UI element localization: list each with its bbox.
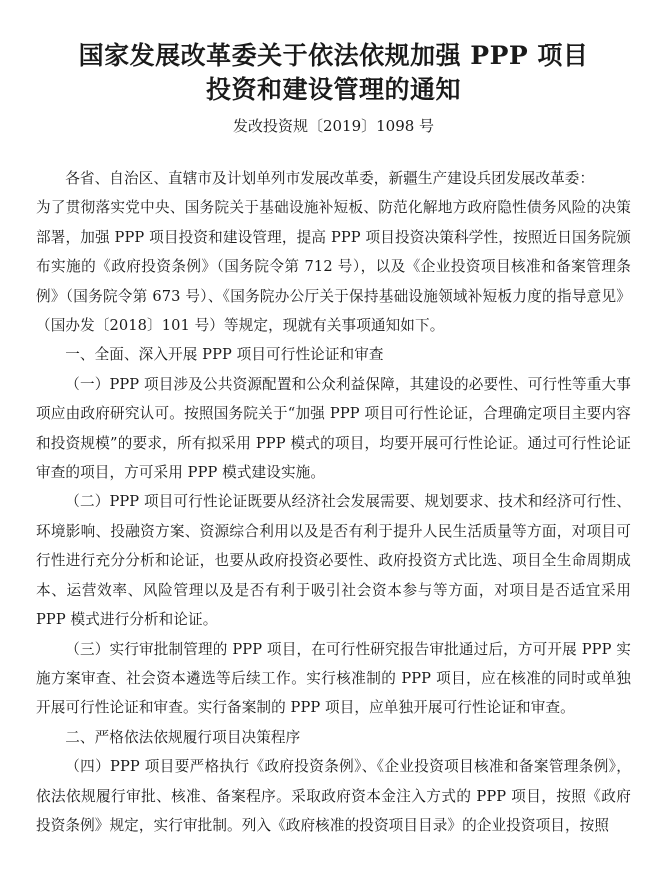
section-heading: 二、严格依法依规履行项目决策程序 <box>65 728 301 746</box>
section-heading: 一、全面、深入开展 PPP 项目可行性论证和审查 <box>65 346 384 364</box>
paragraph: （二）PPP 项目可行性论证既要从经济社会发展需要、规划要求、技术和经济可行性、环境影响、投融资方案、资源综合利用以及是否有利于提升人民生活质量等方面，对项目可行性进行充分分析和论证，也要从政府投资必要性、政府投资方式比选、项目全生命周期成本、运营效率、风险管理以及是否有利于吸引社会资本参与等方面，对项目是否适宜采用 PPP 模式进行分析和论证。 <box>36 493 631 629</box>
document-title <box>36 0 631 107</box>
paragraph: （四）PPP 项目要严格执行《政府投资条例》、《企业投资项目核准和备案管理条例》，依法依规履行审批、核准、备案程序。采取政府资本金注入方式的 PPP 项目，按照《政府投资条例》规定，实行审批制。列入《政府核准的投资项目目录》的企业投资项目，按照 <box>36 758 631 834</box>
title-line-1: 国家发展改革委关于依法依规加强 PPP 项目 <box>78 41 589 70</box>
document-number: 发改投资规〔2019〕1098 号 <box>232 117 435 135</box>
title-line-2: 投资和建设管理的通知 <box>205 75 461 104</box>
document-body <box>36 164 631 840</box>
paragraph: 各省、自治区、直辖市及计划单列市发展改革委，新疆生产建设兵团发展改革委： <box>65 170 595 187</box>
paragraph: （一）PPP 项目涉及公共资源配置和公众利益保障，其建设的必要性、可行性等重大事项应由政府研究认可。按照国务院关于“加强 PPP 项目可行性论证，合理确定项目主要内容和投资规模”的要求，所有拟采用 PPP 模式的项目，均要开展可行性论证。通过可行性论证审查的项目，方可采用 PPP 模式建设实施。 <box>36 375 631 482</box>
paragraph: 为了贯彻落实党中央、国务院关于基础设施补短板、防范化解地方政府隐性债务风险的决策部署，加强 PPP 项目投资和建设管理，提高 PPP 项目投资决策科学性，按照近日国务院颁布实施的《政府投资条例》（国务院令第 712 号），以及《企业投资项目核准和备案管理条例》（国务院令第 673 号）、《国务院办公厅关于保持基础设施领域补短板力度的指导意见》（国办发〔2018〕101 号）等规定，现就有关事项通知如下。 <box>36 199 631 335</box>
paragraph: （三）实行审批制管理的 PPP 项目，在可行性研究报告审批通过后，方可开展 PPP 实施方案审查、社会资本遴选等后续工作。实行核准制的 PPP 项目，应在核准的同时或单独开展可行性论证和审查。实行备案制的 PPP 项目，应单独开展可行性论证和审查。 <box>36 640 631 717</box>
